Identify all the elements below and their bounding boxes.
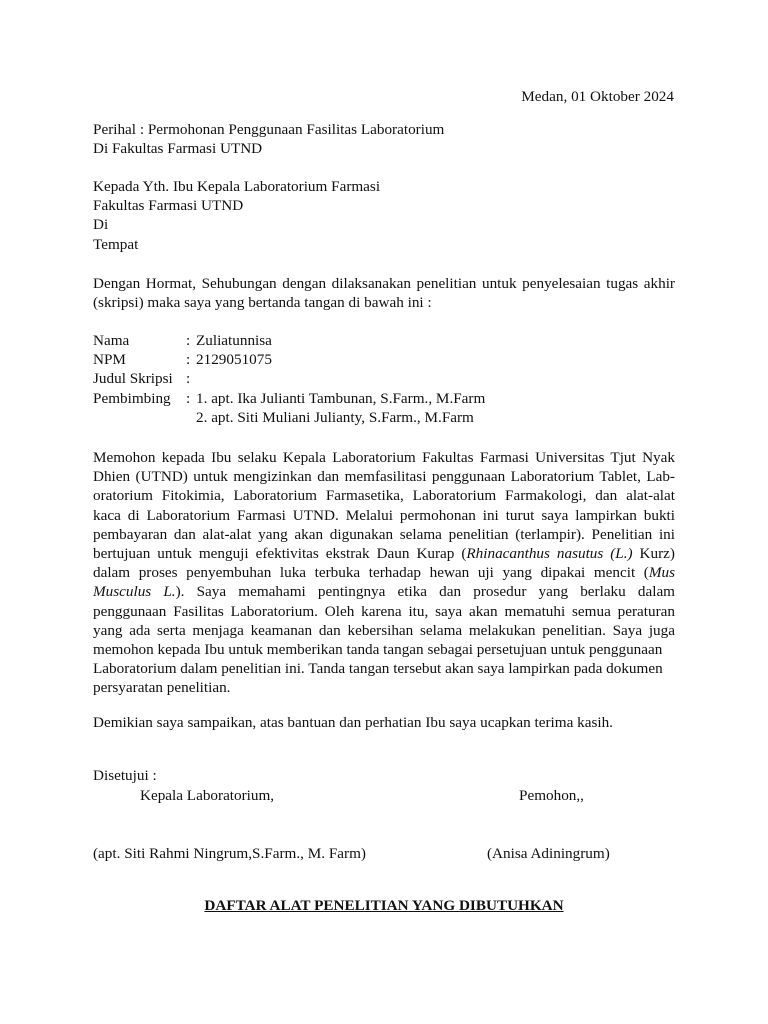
body-line-animal-cont bbox=[93, 582, 675, 601]
name-value: Zuliatunnisa bbox=[196, 332, 272, 349]
body-line: Memohon kepada Ibu selaku Kepala Laboratorium Fakultas Farmasi Universitas Tjut Nyak bbox=[93, 449, 675, 466]
approved-label: Disetujui : bbox=[93, 767, 157, 784]
applicant-title: Pemohon,, bbox=[519, 787, 584, 804]
thesis-separator: : bbox=[186, 370, 191, 388]
body-text: Kurz) bbox=[632, 545, 675, 563]
thesis-label: Judul Skripsi bbox=[93, 370, 173, 388]
body-text: dalam proses penyembuhan luka terbuka terhadap hewan uji yang dipakai mencit ( bbox=[93, 564, 649, 582]
body-line: Dhien (UTND) untuk mengizinkan dan memfasilitasi penggunaan Laboratorium Tablet, Lab- bbox=[93, 468, 675, 486]
species-name-animal: Mus bbox=[648, 564, 675, 582]
recipient-line-1: Kepada Yth. Ibu Kepala Laboratorium Farmasi bbox=[93, 178, 381, 195]
opening-paragraph: Dengan Hormat, Sehubungan dengan dilaksanakan penelitian untuk penyelesaian tugas akhir (skripsi) maka saya yang bertanda tangan di bawah ini : bbox=[93, 275, 675, 312]
body-text: ). Saya memahami pentingnya etika dan prosedur yang berlaku dalam bbox=[175, 583, 675, 601]
subject-block bbox=[93, 120, 444, 158]
lab-head-title: Kepala Laboratorium, bbox=[140, 787, 275, 804]
body-text: bertujuan untuk menguji efektivitas ekstrak Daun Kurap ( bbox=[93, 545, 467, 563]
npm-value: 2129051075 bbox=[196, 351, 272, 369]
subject-line: Perihal : Permohonan Penggunaan Fasilitas Laboratorium bbox=[93, 121, 445, 138]
body-line: yang ada serta menjaga keamanan dan kebersihan selama melakukan penelitian. Saya juga bbox=[93, 621, 675, 639]
species-name-animal-cont: Musculus L. bbox=[93, 583, 176, 601]
npm-separator: : bbox=[186, 351, 191, 369]
lab-head-name: (apt. Siti Rahmi Ningrum,S.Farm., M. Farm) bbox=[93, 845, 366, 862]
identity-row-advisor bbox=[93, 389, 485, 408]
body-line: pembayaran dan alat-alat yang akan digunakan selama penelitian (terlampir). Penelitian ini bbox=[93, 525, 675, 543]
body-line: persyaratan penelitian. bbox=[93, 679, 231, 697]
identity-row-npm bbox=[93, 350, 485, 369]
advisor-label: Pembimbing bbox=[93, 389, 171, 407]
species-name-plant: Rhinacanthus nasutus (L.) bbox=[466, 545, 633, 563]
body-line: penggunaan Fasilitas Laboratorium. Oleh karena itu, saya akan mematuhi semua peraturan bbox=[93, 602, 675, 620]
applicant-name: (Anisa Adiningrum) bbox=[487, 845, 610, 862]
npm-label: NPM bbox=[93, 351, 126, 369]
name-separator: : bbox=[186, 332, 191, 349]
recipient-line-4: Tempat bbox=[93, 235, 139, 253]
closing-sentence: Demikian saya sampaikan, atas bantuan dan perhatian Ibu saya ucapkan terima kasih. bbox=[93, 714, 613, 731]
equipment-list-title bbox=[0, 896, 768, 915]
body-line: oratorium Fitokimia, Laboratorium Farmasetika, Laboratorium Farmakologi, dan alat-alat bbox=[93, 487, 675, 505]
body-paragraph bbox=[93, 448, 675, 698]
equipment-list-title-text: DAFTAR ALAT PENELITIAN YANG DIBUTUHKAN bbox=[204, 897, 564, 914]
name-label: Nama bbox=[93, 332, 130, 349]
body-line: Laboratorium dalam penelitian ini. Tanda tangan tersebut akan saya lampirkan pada dokumen bbox=[93, 660, 663, 678]
advisor-separator: : bbox=[186, 389, 191, 407]
identity-row-name bbox=[93, 331, 485, 350]
body-line: kaca di Laboratorium Farmasi UTND. Melalui permohonan ini turut saya lampirkan bukti bbox=[93, 506, 675, 524]
letter-date: Medan, 01 Oktober 2024 bbox=[521, 88, 674, 105]
advisor-1: 1. apt. Ika Julianti Tambunan, S.Farm., M.Farm bbox=[196, 389, 486, 407]
body-line-species bbox=[93, 544, 675, 563]
recipient-block bbox=[93, 177, 380, 254]
advisor-2: 2. apt. Siti Muliani Julianty, S.Farm., M.Farm bbox=[196, 408, 474, 426]
subject-location: Di Fakultas Farmasi UTND bbox=[93, 140, 263, 158]
identity-block bbox=[93, 331, 485, 427]
body-line-animal bbox=[93, 563, 675, 582]
recipient-line-2: Fakultas Farmasi UTND bbox=[93, 197, 244, 215]
body-line: memohon kepada Ibu untuk memberikan tanda tangan sebagai persetujuan untuk penggunaan bbox=[93, 641, 663, 659]
identity-row-thesis bbox=[93, 369, 485, 388]
recipient-line-3: Di bbox=[93, 216, 109, 234]
